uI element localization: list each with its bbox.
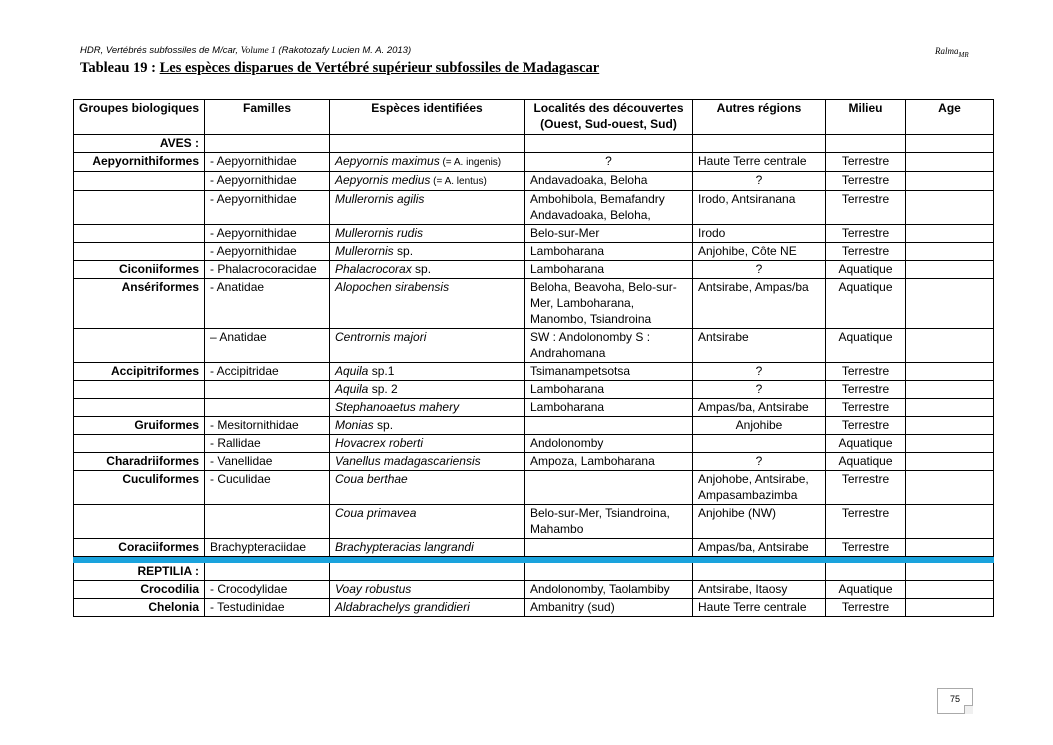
cell-milieu: Terrestre (826, 225, 906, 243)
table-row (74, 243, 994, 261)
cell-milieu: Aquatique (826, 261, 906, 279)
cell-famille: - Crocodylidae (205, 581, 330, 599)
table-row (74, 279, 994, 329)
cell-age (906, 261, 994, 279)
cell-age (906, 471, 994, 505)
cell-age (906, 279, 994, 329)
cell-espece (330, 225, 525, 243)
cell-age (906, 191, 994, 225)
cell-milieu (826, 563, 906, 581)
cell-localite: Andolonomby, Taolambiby (525, 581, 693, 599)
cell-milieu: Terrestre (826, 471, 906, 505)
cell-groupe: Ansériformes (74, 279, 205, 329)
table-row (74, 225, 994, 243)
cell-autres-regions: ? (693, 453, 826, 471)
cell-milieu: Terrestre (826, 153, 906, 172)
cell-groupe (74, 243, 205, 261)
cell-autres-regions: Anjohibe (NW) (693, 505, 826, 539)
cell-espece (330, 381, 525, 399)
cell-age (906, 599, 994, 617)
cell-groupe (74, 225, 205, 243)
header-author: (Rakotozafy Lucien M. A. 2013) (275, 45, 412, 56)
table-row (74, 191, 994, 225)
table-row (74, 261, 994, 279)
table-row (74, 172, 994, 191)
cell-famille: - Mesitornithidae (205, 417, 330, 435)
header-volume: Volume 1 (240, 46, 276, 56)
cell-groupe: Gruiformes (74, 417, 205, 435)
table-title-main: Les espèces disparues de Vertébré supérieur subfossiles de Madagascar (159, 60, 600, 76)
cell-groupe: Accipitriformes (74, 363, 205, 381)
cell-age (906, 243, 994, 261)
cell-autres-regions: Ampas/ba, Antsirabe (693, 539, 826, 557)
species-note: (= A. lentus) (430, 176, 487, 187)
cell-autres-regions: ? (693, 381, 826, 399)
cell-famille (205, 563, 330, 581)
cell-groupe: Chelonia (74, 599, 205, 617)
species-note: sp. (411, 262, 432, 276)
table-row (74, 153, 994, 172)
species-name: Vanellus madagascariensis (335, 454, 481, 468)
cell-localite: Andavadoaka, Beloha (525, 172, 693, 191)
species-note: sp. 2 (368, 382, 398, 396)
cell-localite: Ampoza, Lamboharana (525, 453, 693, 471)
cell-groupe: Ciconiiformes (74, 261, 205, 279)
species-name: Alopochen sirabensis (335, 280, 450, 294)
header-title: HDR, Vertébrés subfossiles de M/car, (80, 45, 241, 56)
table-row (74, 329, 994, 363)
table-row (74, 599, 994, 617)
table-row (74, 135, 994, 153)
cell-groupe (74, 505, 205, 539)
species-name: Mullerornis (335, 244, 394, 258)
cell-espece (330, 453, 525, 471)
cell-espece (330, 417, 525, 435)
cell-milieu: Terrestre (826, 172, 906, 191)
species-name: Hovacrex roberti (335, 436, 424, 450)
cell-famille: - Aepyornithidae (205, 191, 330, 225)
cell-milieu: Terrestre (826, 539, 906, 557)
table-row (74, 563, 994, 581)
cell-groupe (74, 329, 205, 363)
table-row (74, 363, 994, 381)
col-header-milieu: Milieu (826, 100, 906, 135)
cell-milieu: Aquatique (826, 453, 906, 471)
species-name: Monias (335, 418, 374, 432)
cell-famille: - Aepyornithidae (205, 172, 330, 191)
cell-localite: Lamboharana (525, 381, 693, 399)
species-name: Stephanoaetus mahery (335, 400, 460, 414)
col-header-groupes: Groupes biologiques (74, 100, 205, 135)
cell-localite: Beloha, Beavoha, Belo-sur-Mer, Lamboharana, Manombo, Tsiandroina (525, 279, 693, 329)
cell-espece (330, 581, 525, 599)
cell-age (906, 329, 994, 363)
cell-groupe: AVES : (74, 135, 205, 153)
species-name: Aepyornis medius (335, 173, 431, 187)
table-header-row (74, 100, 994, 135)
cell-autres-regions: Haute Terre centrale (693, 153, 826, 172)
species-name: Aquila (335, 364, 369, 378)
cell-localite: SW : Andolonomby S : Andrahomana (525, 329, 693, 363)
cell-age (906, 399, 994, 417)
cell-autres-regions (693, 563, 826, 581)
cell-autres-regions (693, 135, 826, 153)
cell-age (906, 225, 994, 243)
cell-espece (330, 399, 525, 417)
cell-milieu: Terrestre (826, 381, 906, 399)
table-row (74, 471, 994, 505)
cell-famille: - Testudinidae (205, 599, 330, 617)
species-name: Aepyornis maximus (335, 154, 440, 168)
cell-localite: ? (525, 153, 693, 172)
cell-espece (330, 471, 525, 505)
species-note: (= A. ingenis) (439, 157, 502, 168)
cell-age (906, 172, 994, 191)
cell-autres-regions: ? (693, 172, 826, 191)
table-title-prefix: Tableau 19 : (80, 60, 160, 76)
table-row (74, 435, 994, 453)
page-number: 75 (937, 688, 973, 714)
species-note: sp. (393, 244, 414, 258)
cell-autres-regions: Anjohibe, Côte NE (693, 243, 826, 261)
cell-espece (330, 329, 525, 363)
table-row (74, 399, 994, 417)
col-header-age: Age (906, 100, 994, 135)
cell-localite: Lamboharana (525, 261, 693, 279)
header-right-sub: MR (958, 50, 969, 59)
cell-famille (205, 505, 330, 539)
cell-milieu: Aquatique (826, 329, 906, 363)
species-name: Brachypteracias langrandi (335, 540, 474, 554)
cell-localite: Belo-sur-Mer, Tsiandroina, Mahambo (525, 505, 693, 539)
species-note: sp.1 (368, 364, 395, 378)
cell-espece (330, 539, 525, 557)
cell-autres-regions: Antsirabe, Ampas/ba (693, 279, 826, 329)
cell-famille: - Anatidae (205, 279, 330, 329)
cell-groupe: Cuculiformes (74, 471, 205, 505)
species-name: Centrornis majori (335, 330, 427, 344)
cell-localite (525, 135, 693, 153)
species-name: Aldabrachelys grandidieri (335, 600, 470, 614)
species-name: Coua primavea (335, 506, 417, 520)
cell-autres-regions: ? (693, 261, 826, 279)
cell-groupe (74, 381, 205, 399)
cell-groupe (74, 172, 205, 191)
cell-espece (330, 505, 525, 539)
species-name: Mullerornis rudis (335, 226, 424, 240)
cell-groupe (74, 435, 205, 453)
cell-age (906, 417, 994, 435)
cell-espece (330, 191, 525, 225)
table-row (74, 539, 994, 557)
cell-famille: - Vanellidae (205, 453, 330, 471)
col-header-especes: Espèces identifiées (330, 100, 525, 135)
table-row (74, 581, 994, 599)
cell-espece (330, 243, 525, 261)
species-name: Coua berthae (335, 472, 408, 486)
cell-localite (525, 417, 693, 435)
cell-famille (205, 381, 330, 399)
cell-age (906, 563, 994, 581)
cell-milieu: Terrestre (826, 243, 906, 261)
cell-milieu: Aquatique (826, 279, 906, 329)
cell-localite (525, 539, 693, 557)
cell-famille: – Anatidae (205, 329, 330, 363)
cell-groupe: REPTILIA : (74, 563, 205, 581)
cell-espece (330, 153, 525, 172)
running-header-left (80, 45, 411, 56)
cell-age (906, 539, 994, 557)
species-note: sp. (373, 418, 394, 432)
cell-localite: Belo-sur-Mer (525, 225, 693, 243)
cell-espece (330, 172, 525, 191)
table-title (80, 60, 599, 77)
cell-autres-regions: Anjohibe (693, 417, 826, 435)
cell-localite: Ambohibola, Bemafandry Andavadoaka, Beloha, (525, 191, 693, 225)
cell-localite (525, 563, 693, 581)
cell-autres-regions: Ampas/ba, Antsirabe (693, 399, 826, 417)
cell-milieu: Terrestre (826, 599, 906, 617)
table-row (74, 417, 994, 435)
cell-famille: - Aepyornithidae (205, 225, 330, 243)
cell-localite: Lamboharana (525, 399, 693, 417)
cell-famille: - Rallidae (205, 435, 330, 453)
cell-age (906, 435, 994, 453)
cell-milieu: Terrestre (826, 417, 906, 435)
cell-famille: Brachypteraciidae (205, 539, 330, 557)
cell-age (906, 363, 994, 381)
cell-age (906, 581, 994, 599)
cell-autres-regions: Antsirabe, Itaosy (693, 581, 826, 599)
cell-autres-regions: Irodo (693, 225, 826, 243)
cell-groupe: Charadriiformes (74, 453, 205, 471)
cell-espece (330, 363, 525, 381)
running-header-right (935, 46, 969, 59)
cell-milieu (826, 135, 906, 153)
cell-localite (525, 471, 693, 505)
table-row (74, 381, 994, 399)
species-name: Phalacrocorax (335, 262, 412, 276)
cell-autres-regions: ? (693, 363, 826, 381)
cell-autres-regions: Irodo, Antsiranana (693, 191, 826, 225)
cell-famille (205, 399, 330, 417)
cell-age (906, 153, 994, 172)
cell-milieu: Terrestre (826, 363, 906, 381)
species-name: Voay robustus (335, 582, 412, 596)
cell-localite: Ambanitry (sud) (525, 599, 693, 617)
cell-autres-regions (693, 435, 826, 453)
table-body (74, 135, 994, 617)
table-row (74, 453, 994, 471)
cell-milieu: Aquatique (826, 581, 906, 599)
cell-espece (330, 435, 525, 453)
cell-espece (330, 279, 525, 329)
species-name: Mullerornis agilis (335, 192, 425, 206)
cell-groupe (74, 191, 205, 225)
cell-age (906, 505, 994, 539)
cell-localite: Andolonomby (525, 435, 693, 453)
cell-milieu: Terrestre (826, 505, 906, 539)
cell-groupe (74, 399, 205, 417)
cell-famille: - Phalacrocoracidae (205, 261, 330, 279)
col-header-familles: Familles (205, 100, 330, 135)
cell-famille (205, 135, 330, 153)
cell-milieu: Aquatique (826, 435, 906, 453)
cell-groupe: Aepyornithiformes (74, 153, 205, 172)
cell-groupe: Coraciiformes (74, 539, 205, 557)
cell-espece (330, 599, 525, 617)
table-row (74, 505, 994, 539)
cell-age (906, 453, 994, 471)
cell-famille: - Aepyornithidae (205, 153, 330, 172)
cell-famille: - Cuculidae (205, 471, 330, 505)
cell-milieu: Terrestre (826, 399, 906, 417)
cell-espece (330, 261, 525, 279)
col-header-localites: Localités des découvertes (Ouest, Sud-ouest, Sud) (525, 100, 693, 135)
species-table (73, 99, 994, 617)
cell-espece (330, 135, 525, 153)
col-header-autres-regions: Autres régions (693, 100, 826, 135)
cell-autres-regions: Antsirabe (693, 329, 826, 363)
cell-autres-regions: Anjohobe, Antsirabe, Ampasambazimba (693, 471, 826, 505)
species-name: Aquila (335, 382, 369, 396)
cell-famille: - Aepyornithidae (205, 243, 330, 261)
cell-localite: Lamboharana (525, 243, 693, 261)
cell-autres-regions: Haute Terre centrale (693, 599, 826, 617)
cell-milieu: Terrestre (826, 191, 906, 225)
cell-age (906, 381, 994, 399)
cell-localite: Tsimanampetsotsa (525, 363, 693, 381)
header-right-name: Ralma (935, 46, 959, 56)
cell-espece (330, 563, 525, 581)
cell-groupe: Crocodilia (74, 581, 205, 599)
cell-age (906, 135, 994, 153)
cell-famille: - Accipitridae (205, 363, 330, 381)
